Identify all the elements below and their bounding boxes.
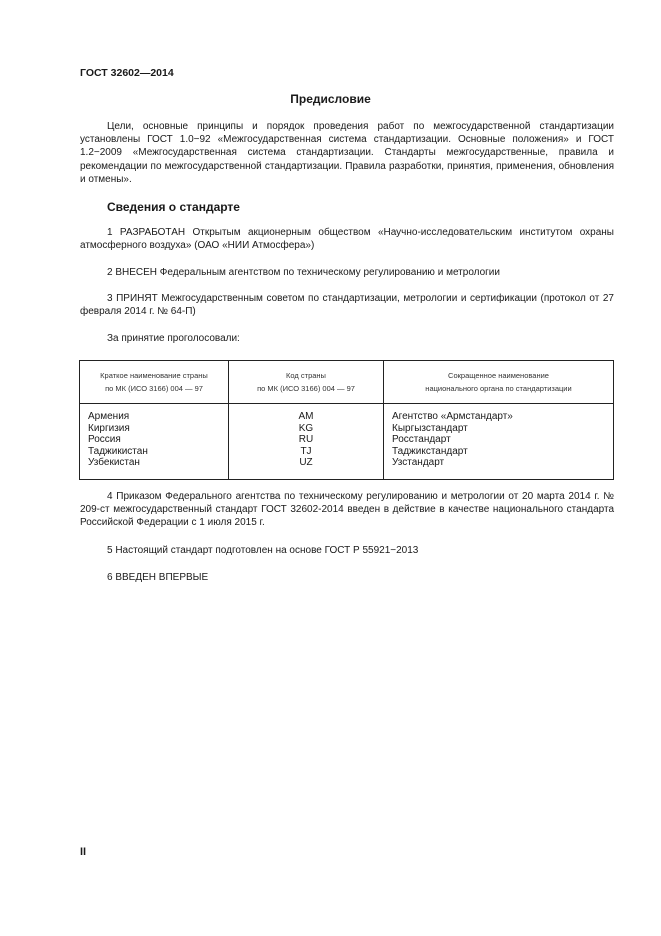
country-code: KG	[298, 422, 314, 434]
standard-info-title: Сведения о стандарте	[107, 200, 240, 214]
country-code: AM	[298, 411, 314, 422]
header-country: Краткое наименование страны по МК (ИСО 3166) 004 — 97	[80, 361, 229, 404]
standards-body: Таджикстандарт	[392, 445, 468, 457]
document-code: ГОСТ 32602—2014	[80, 67, 174, 79]
info-item-2: 2 ВНЕСЕН Федеральным агентством по техническому регулированию и метрологии	[107, 267, 500, 278]
country-name: Таджикистан	[88, 445, 148, 457]
country-column	[80, 404, 229, 480]
standards-body: Кыргызстандарт	[392, 422, 468, 434]
country-code: UZ	[299, 457, 313, 468]
info-item-6: 6 ВВЕДЕН ВПЕРВЫЕ	[107, 572, 209, 583]
standards-body: Агентство «Армстандарт»	[392, 411, 513, 422]
body-column	[384, 404, 614, 480]
country-code: TJ	[300, 445, 312, 457]
foreword-text: Цели, основные принципы и порядок проведения работ по межгосударственной стандартизации установлены ГОСТ 1.0−92 «Межгосударственная система стандартизации. Основные положения» и ГОСТ 1.2−2009 «Межгосударственная система стандартизации. Стандарты межгосударственные, правила и рекомендации по межгосударственной стандартизации. Правила разработки, принятия, применения, обновления и отмены».	[80, 121, 614, 185]
info-item-3: 3 ПРИНЯТ Межгосударственным советом по стандартизации, метрологии и сертификации (протокол от 27 февраля 2014 г. № 64-П)	[80, 293, 614, 318]
standards-body: Узстандарт	[392, 457, 445, 468]
info-item-5: 5 Настоящий стандарт подготовлен на основе ГОСТ Р 55921−2013	[107, 545, 419, 556]
country-name: Узбекистан	[88, 457, 140, 468]
table-row	[80, 404, 614, 480]
info-item-4: 4 Приказом Федерального агентства по техническому регулированию и метрологии от 20 марта 2014 г. № 209-ст межгосударственный стандарт ГОСТ 32602-2014 введен в действие в качестве национального стандарта Российской Федерации с 1 июля 2015 г.	[80, 491, 614, 529]
standards-body: Росстандарт	[392, 434, 451, 445]
code-column	[229, 404, 384, 480]
country-name: Армения	[88, 411, 130, 422]
header-body: Сокращенное наименование национального органа по стандартизации	[384, 361, 614, 404]
voting-table	[79, 360, 614, 480]
country-name: Россия	[88, 434, 121, 445]
foreword-title: Предисловие	[290, 92, 371, 106]
info-item-1: 1 РАЗРАБОТАН Открытым акционерным обществом «Научно-исследовательским институтом охраны атмосферного воздуха» (ОАО «НИИ Атмосфера»)	[80, 227, 614, 252]
header-code: Код страны по МК (ИСО 3166) 004 — 97	[229, 361, 384, 404]
voted-label: За принятие проголосовали:	[107, 333, 240, 344]
table-header-row	[80, 361, 614, 404]
country-name: Киргизия	[88, 422, 130, 434]
page-number: II	[80, 846, 87, 858]
country-code: RU	[298, 434, 314, 445]
